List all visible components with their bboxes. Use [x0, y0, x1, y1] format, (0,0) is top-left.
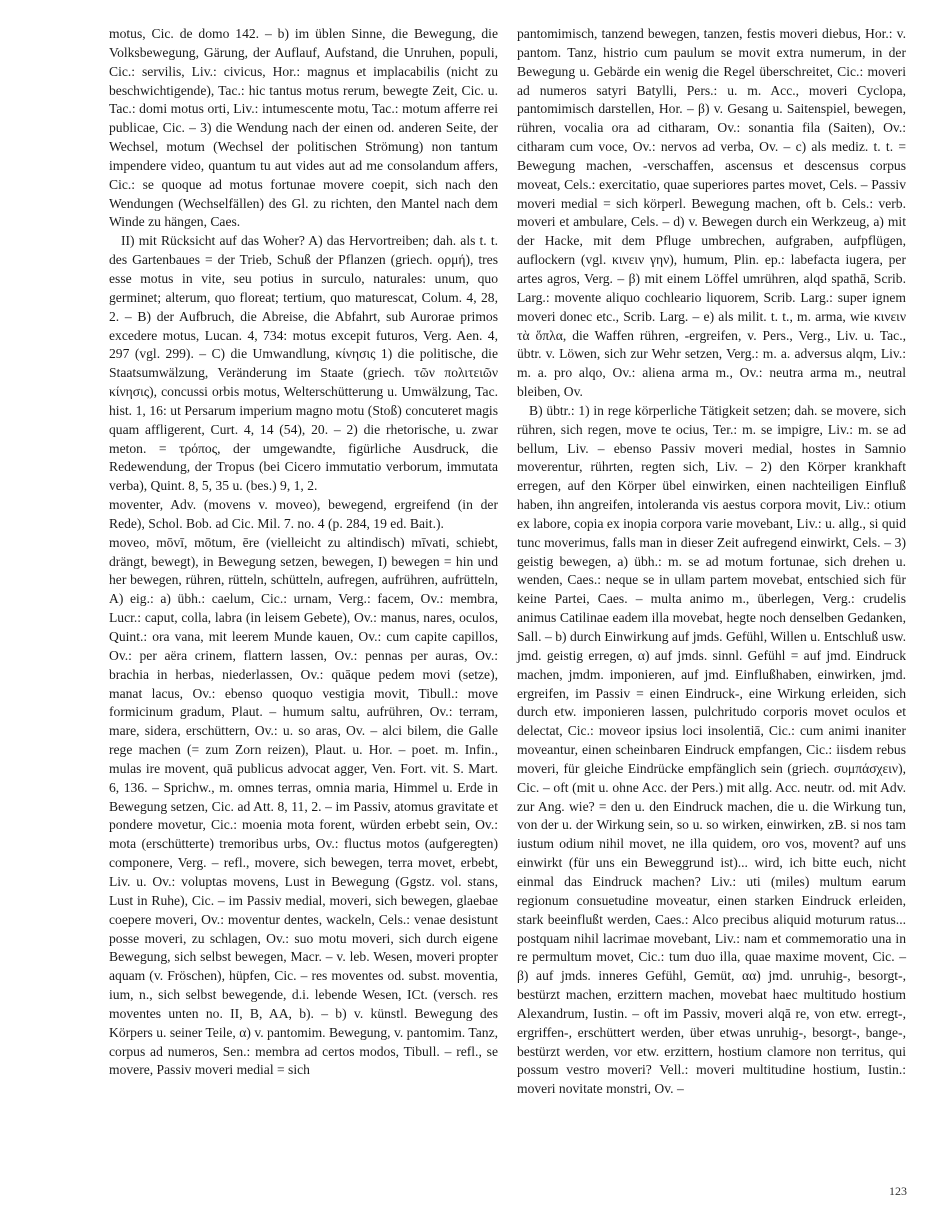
page-number: 123	[889, 1184, 907, 1198]
right-column	[517, 25, 906, 1099]
entry-paragraph: pantomimisch, tanzend bewegen, tanzen, festis moveri diebus, Hor.: v. pantom. Tanz, histrio cum paulum se movit extra numerum, in der Bewegung u. Gebärde ein wenig die Regel überschreitet, Cic.: moveri ad numeros satyri Batylli, Pers.: u. m. Acc., moveri Cyclopa, pantomimisch darstellen, Hor. – β) v. Gesang u. Saitenspiel, bewegen, rühren, vocalia ora ad citharam, Ov.: sonantia fila (Saiten), Ov.: citharam cum voce, Ov.: nervos ad verba, Ov. – c) als mediz. t. t. = Bewegung machen, -verschaffen, ascensus et descensus corpus moveat, Cels.: exercitatio, quae superiores partes movet, Cels. – Passiv moveri medial = sich körperl. Bewegung machen, oft b. Cels.: verb. moveri et ambulare, Cels. – d) v. Bewegen durch ein Werkzeug, a) mit der Hacke, mit dem Pfluge umbrechen, aufgraben, aufpflügen, auflockern (vgl. κινειν γην), humum, Plin. ep.: labefacta iugera, per artes agros, Verg. – β) mit einem Löffel umrühren, alqd spathā, Scrib. Larg.: movente aliquo cochleario liquorem, Scrib. Larg.: super ignem moveri donec etc., Scrib. Larg. – e) als milit. t. t., m. arma, wie κινειν τὰ ὅπλα, die Waffen rühren, -ergreifen, v. Pers., Verg., Liv. u. Tac., übtr. v. Löwen, sich zur Wehr setzen, Verg.: m. a. adversus alqm, Liv.: m. a. pro alqo, Ov.: aliena arma m., Ov.: neutra arma m., neutral bleiben, Ov.	[517, 26, 906, 400]
entry-paragraph: motus, Cic. de domo 142. – b) im üblen Sinne, die Bewegung, die Volksbewegung, Gärung, der Auflauf, Aufstand, die Unruhen, populi, Cic.: servilis, Liv.: civicus, Hor.: magnus et implacabilis (nicht zu beschwichtigende), Tac.: hic tantus motus rerum, bewegte Zeit, Cic. u. Tac.: domi motus orti, Liv.: intumescente motu, Tac.: motum afferre rei publicae, Cic. – 3) die Wendung nach der einen od. anderen Seite, der Wechsel, motum (Wechsel der politischen Strömung) non tantum impendere video, quantum tu aut vides aut ad me consolandum affers, Cic.: se quoque ad motus fortunae movere coepit, sich nach den Wendungen (Wechselfällen) des Gl. zu richten, den Mantel nach dem Winde zu hängen, Caes.	[109, 26, 498, 230]
entry-paragraph: B) übtr.: 1) in rege körperliche Tätigkeit setzen; dah. se movere, sich rühren, sich regen, move te ocius, Ter.: m. se impigre, Liv.: m. se ad bellum, Liv. – ebenso Passiv moveri medial, hostes in Samnio moverentur, rührten, regten sich, Liv. – 2) den Körper krankhaft erregen, auf den Körper übel einwirken, einen nachteiligen Einfluß haben, ihn angreifen, intoleranda vis aestus corpora movit, Liv.: otium ex labore, copia ex inopia corpora varie movebant, Liv.: u. allg., si quid tunc moverimus, falls man in dieser Zeit aufregend einwirkt, Cels. – 3) geistig bewegen, a) übh.: m. se ad motum fortunae, sich drehen u. wenden, Caes.: neque se in ullam partem movebat, entschied sich für keine Partei, Caes. – multa animo m., überlegen, Verg.: crudelis animus Catilinae eadem illa movebat, hegte noch denselben Gedanken, Sall. – b) durch Einwirkung auf jmds. Gefühl, Willen u. Entschluß usw. jmd. geistig erregen, α) auf jmds. sinnl. Gefühl = auf jmd. Eindruck machen, jmdm. imponieren, auf jmd. Einflußhaben, einwirken, jmd. ergreifen, im Passiv = einen Eindruck-, eine Wirkung erleiden, sich durch etw. imponieren lassen, pulchritudo corporis movet oculos et delectat, Cic.: moveor ipsius loci insolentiā, Cic.: cum animi inaniter moveantur, einen scheinbaren Eindruck empfangen, Cic.: iisdem rebus moveri, für gleiche Eindrücke empfänglich sein (griech. συμπάσχειν), Cic. – oft (mit u. ohne Acc. der Pers.) mit allg. Acc. neutr. od. mit Adv. zur Ang. wie? = den u. den Eindruck machen, die u. die Wirkung tun, von der u. der Wirkung sein, so u. so wirken, einwirken, zB. si nos tam iustum odium nihil movet, ne illa quidem, oro vos, movent? auf uns einwirkt (für uns ein Beweggrund ist)... wird, ich bitte euch, nicht einmal das Eindruck machen? Liv.: uti (miles) multum earum regionum consuetudine moveatur, einen starken Eindruck erleiden, stark beeinflußt werden, Caes.: Alco precibus aliquid moturum ratus... postquam nihil lacrimae movebant, Liv.: nam et commemoratio una in re permultum movet, Cic.: tum duo illa, quae maxime movent, Cic. – β) auf jmds. inneres Gefühl, Gemüt, αα) jmd. unruhig-, besorgt-, bestürzt machen, erzittern machen, movebat haec multitudo hostium Alexandrum, Iustin. – oft im Passiv, moveri alqā re, von etw. erregt-, ergriffen-, erschüttert werden, über etwas unruhig-, besorgt-, bange-, bestürzt werden, vor etw. erzittern, hostium clamore non territus, qui possum vestro moveri? Vell.: moveri multitudine hostium, Iustin.: moveri novitate monstri, Ov. –	[517, 402, 906, 1097]
left-column	[109, 25, 498, 1080]
entry-paragraph: II) mit Rücksicht auf das Woher? A) das Hervortreiben; dah. als t. t. des Gartenbaues = der Trieb, Schuß der Pflanzen (griech. ορμή), tres esse motus in vite, seu potius in surculo, naturales: unum, quo germinet; alterum, quo floreat; tertium, quo maturescat, Colum. 4, 28, 2. – B) der Aufbruch, die Abreise, die Abfahrt, sub Aurorae primos excedere motus, Lucan. 4, 734: motus excepit futuros, Verg. Aen. 4, 297 (vgl. 299). – C) die Umwandlung, κίνησις 1) die politische, die Staatsumwälzung, Veränderung im Staate (griech. τῶν πολιτειῶν κίνησις), concussi orbis motus, Welterschütterung u. Umwälzung, Tac. hist. 1, 16: ut Persarum imperium magno motu (Stoß) concuteret magis quam affligerent, Curt. 4, 14 (54), 20. – 2) die rhetorische, u. zwar meton. = τρόπος, der umgewandte, figürliche Ausdruck, die Redewendung, der Tropus (bei Cicero immutatio verborum, immutata verba), Quint. 8, 5, 35 u. (bes.) 9, 1, 2.	[109, 233, 498, 494]
entry-moveo: moveo, mōvī, mōtum, ēre (vielleicht zu altindisch) mīvati, schiebt, drängt, bewegt), in Bewegung setzen, bewegen, I) bewegen = hin und her bewegen, rühren, rütteln, schütteln, aufregen, aufrühren, aufrütteln, A) eig.: a) übh.: caelum, Cic.: urnam, Verg.: facem, Ov.: membra, Lucr.: caput, colla, labra (in leisem Gebete), Ov.: manus, nares, oculos, Quint.: ora vana, mit leerem Munde kauen, Ov.: cum capite capillos, Ov.: per aëra crinem, flattern lassen, Ov.: pennas per auras, Ov.: brachia in herbas, niederlassen, Ov.: quāque pedem movi (setze), manat lacus, Ov.: ebenso quoquo vestigia movit, Tibull.: move formicinum gradum, Plaut. – humum saltu, aufrühren, Ov.: terram, mare, sidera, erschüttern, Ov.: u. so aras, Ov. – alci bilem, die Galle rege machen (= zum Zorn reizen), Plaut. u. Hor. – poet. m. Infin., mulas ire movent, quā publicus advocat agger, Ven. Fort. vit. S. Mart. 6, 136. – Sprichw., m. omnes terras, omnia maria, Himmel u. Erde in Bewegung setzen, Cic. ad Att. 8, 11, 2. – im Passiv, atomus gravitate et pondere movetur, Cic.: moenia mota forent, würden erbebt sein, Ov.: mota (erschütterte) tremoribus urbs, Ov.: fluctus motos (aufgeregten) componere, Verg. – refl., movere, sich bewegen, terra movet, erbebt, Liv. u. Ov.: voluptas movens, Lust in Bewegung (Ggstz. vol. stans, Lust in Ruhe), Cic. – im Passiv medial, moveri, sich bewegen, glaebae coepere moveri, Ov.: moventur dentes, wackeln, Cels.: venae desistunt posse moveri, zu schlagen, Ov.: suo motu moveri, sich durch eigene Bewegung, sich selbst bewegen, Macr. – v. leb. Wesen, moveri propter aquam (v. Fröschen), hüpfen, Cic. – res moventes od. subst. moventia, ium, n., sich selbst bewegende, d.i. lebende Wesen, ICt. (versch. res moventes unten no. II, B, AA, b). – b) v. künstl. Bewegung des Körpers u. seiner Teile, α) v. pantomim. Bewegung, v. pantomim. Tanz, corpus ad numeros, Sen.: membra ad certos modos, Tibull. – refl., se movere, Passiv moveri medial = sich	[109, 534, 498, 1078]
entry-moventer: moventer, Adv. (movens v. moveo), bewegend, ergreifend (in der Rede), Schol. Bob. ad Cic. Mil. 7. no. 4 (p. 284, 19 ed. Bait.).	[109, 497, 498, 531]
